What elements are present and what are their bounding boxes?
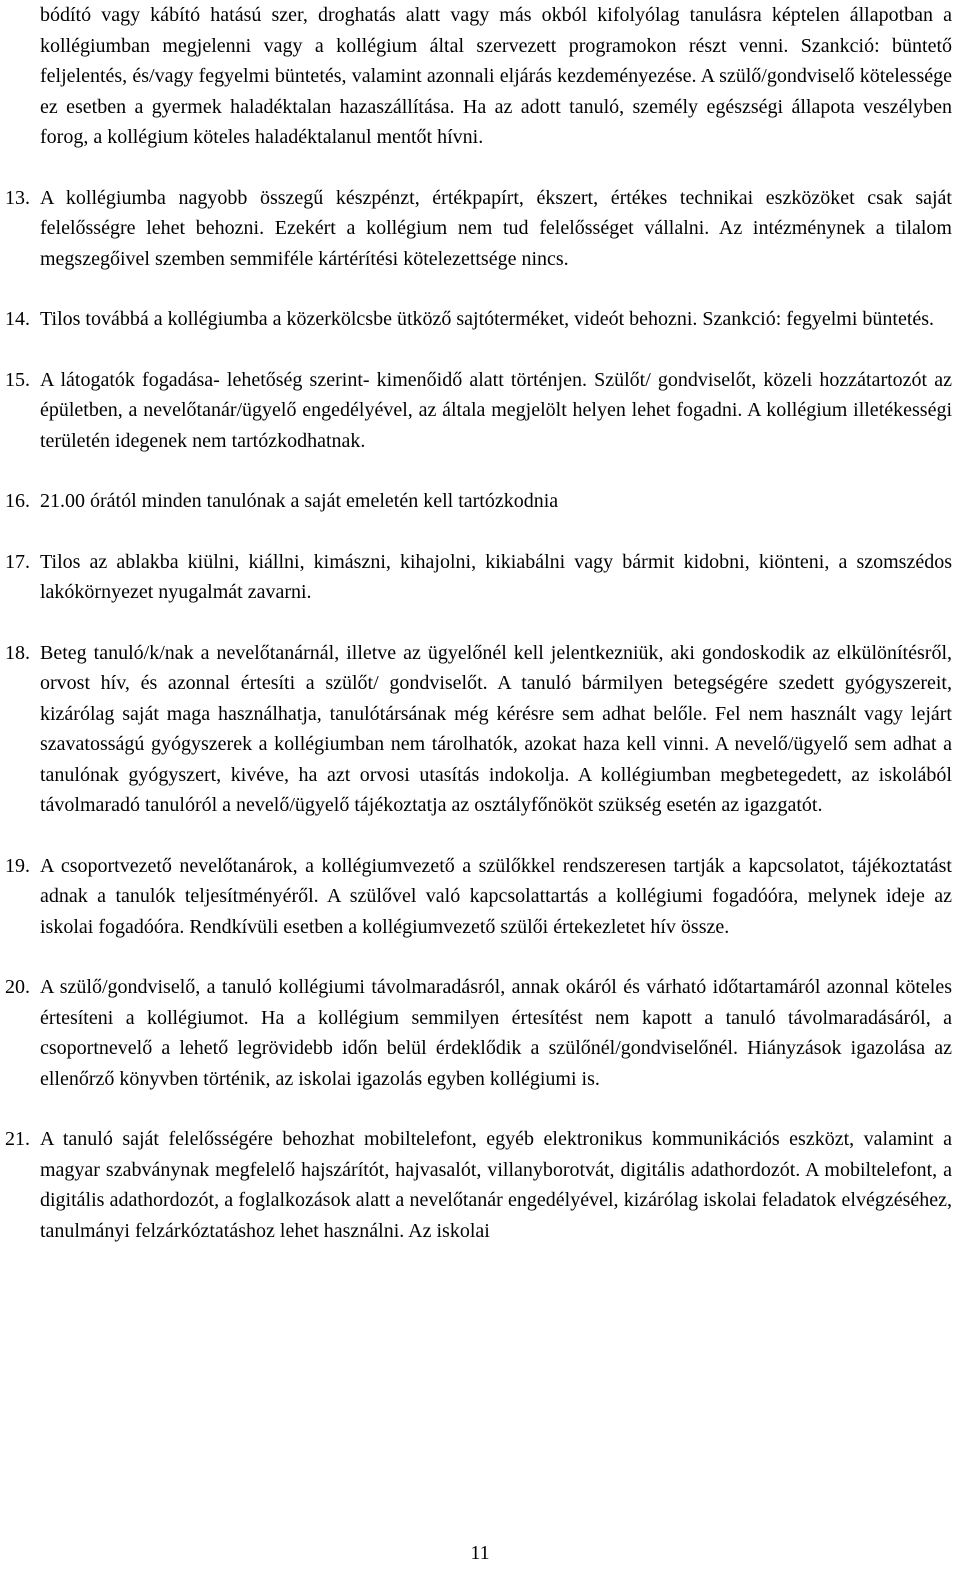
list-item-17 xyxy=(5,547,952,608)
list-item-21 xyxy=(5,1124,952,1246)
list-item-13 xyxy=(5,183,952,275)
list-item-18 xyxy=(5,638,952,821)
page-number: 11 xyxy=(470,1542,490,1564)
item-text: A látogatók fogadása- lehetőség szerint- kimenőidő alatt történjen. Szülőt/ gondviselőt, közeli hozzátartozót az épületben, a nevelőtanár/ügyelő engedélyével, az általa megjelölt helyen lehet fogadni. A kollégium illetékességi területén idegenek nem tartózkodhatnak. xyxy=(40,368,952,452)
item-text: A csoportvezető nevelőtanárok, a kollégiumvezető a szülőkkel rendszeresen tartják a kapcsolatot, tájékoztatást adnak a tanulók teljesítményéről. A szülővel való kapcsolattartás a kollégiumi fogadóóra, melynek ideje az iskolai fogadóóra. Rendkívüli esetben a kollégiumvezető szülői értekezletet hív össze. xyxy=(40,854,952,938)
item-text: A szülő/gondviselő, a tanuló kollégiumi távolmaradásról, annak okáról és várható időtartamáról azonnal köteles értesíteni a kollégiumot. Ha a kollégium semmilyen értesítést nem kapott a tanuló távolmaradásáról, a csoportnevelő a lehető legrövidebb időn belül érdeklődik a szülőnél/gondviselőnél. Hiányzások igazolása az ellenőrző könyvben történik, az iskolai igazolás egyben kollégiumi is. xyxy=(40,976,952,1090)
item-text: Beteg tanuló/k/nak a nevelőtanárnál, illetve az ügyelőnél kell jelentkezniük, aki gondoskodik az elkülönítésről, orvost hív, és azonnal értesíti a szülőt/ gondviselőt. A tanuló bármilyen betegségére szedett gyógyszereit, kizárólag saját maga használhatja, tanulótársának még kérésre sem adhat belőle. Fel nem használt vagy lejárt szavatosságú gyógyszerek a kollégiumban nem tárolhatók, azokat haza kell vinni. A nevelő/ügyelő sem adhat a tanulónak gyógyszert, kivéve, ha azt orvosi utasítás indokolja. A kollégiumban megbetegedett, az iskolából távolmaradó tanulóról a nevelő/ügyelő tájékoztatja az osztályfőnököt szükség esetén az igazgatót. xyxy=(40,641,952,816)
item-number: 20. xyxy=(5,976,30,998)
item-number: 17. xyxy=(5,550,30,573)
item-text: Tilos továbbá a kollégiumba a közerkölcsbe ütköző sajtóterméket, videót behozni. Szankció: fegyelmi büntetés. xyxy=(40,308,935,330)
item-number: 16. xyxy=(5,490,30,512)
list-item-15 xyxy=(5,365,952,457)
list-item-20 xyxy=(5,972,952,1094)
item-text: 21.00 órától minden tanulónak a saját emeletén kell tartózkodnia xyxy=(40,490,559,512)
intro-paragraph: bódító vagy kábító hatású szer, droghatás alatt vagy más okból kifolyólag tanulásra képtelen állapotban a kollégiumban megjelenni vagy a kollégium által szervezett programokon részt venni. Szankció: büntető feljelentés, és/vagy fegyelmi büntetés, valamint azonnali eljárás kezdeményezése. A szülő/gondviselő kötelessége ez esetben a gyermek haladéktalan hazaszállítása. Ha az adott tanuló, személy egészségi állapota veszélyben forog, a kollégium köteles haladéktalanul mentőt hívni. xyxy=(40,4,952,148)
item-text: A tanuló saját felelősségére behozhat mobiltelefont, egyéb elektronikus kommunikációs eszközt, valamint a magyar szabványnak megfelelő hajszárítót, hajvasalót, villanyborotvát, digitális adathordozót. A mobiltelefont, a digitális adathordozót, a foglalkozások alatt a nevelőtanár engedélyével, kizárólag iskolai feladatok elvégzéséhez, tanulmányi felzárkóztatáshoz lehet használni. Az iskolai xyxy=(40,1128,952,1242)
item-number: 21. xyxy=(5,1128,30,1150)
document-body xyxy=(5,0,952,1246)
item-text: A kollégiumba nagyobb összegű készpénzt, értékpapírt, ékszert, értékes technikai eszközöket csak saját felelősségre lehet behozni. Ezekért a kollégium nem tud felelősséget vállalni. Az intézménynek a tilalom megszegőivel szemben semmiféle kártérítési kötelezettsége nincs. xyxy=(40,186,952,270)
item-number: 18. xyxy=(5,641,30,664)
item-number: 15. xyxy=(5,368,30,391)
item-text: Tilos az ablakba kiülni, kiállni, kimászni, kihajolni, kikiabálni vagy bármit kidobni, kiönteni, a szomszédos lakókörnyezet nyugalmát zavarni. xyxy=(40,550,952,603)
item-number: 13. xyxy=(5,186,30,209)
list-item-14 xyxy=(5,304,952,335)
item-number: 14. xyxy=(5,308,30,330)
item-number: 19. xyxy=(5,854,30,877)
list-item-16 xyxy=(5,486,952,517)
list-item-19 xyxy=(5,851,952,943)
